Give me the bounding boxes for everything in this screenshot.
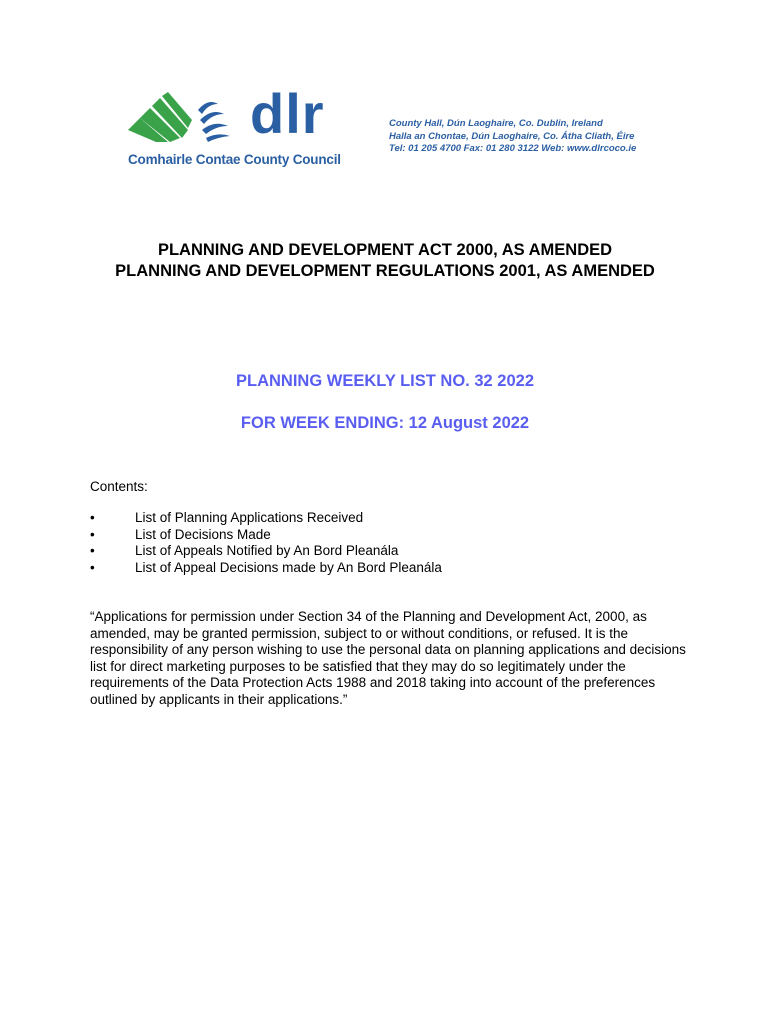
week-ending-title: FOR WEEK ENDING: 12 August 2022	[240, 414, 530, 432]
acts-heading	[0, 240, 770, 282]
list-item-label: List of Appeals Notified by An Bord Pleanála	[135, 543, 399, 558]
address-line: Halla an Chontae, Dún Laoghaire, Co. Átha Cliath, Éire	[389, 130, 635, 142]
list-item-label: List of Planning Applications Received	[135, 510, 364, 525]
list-item	[90, 527, 442, 544]
list-item-label: List of Decisions Made	[135, 526, 271, 542]
logo-caption: Comhairle Contae County Council	[128, 152, 341, 167]
list-item-label: List of Appeal Decisions made by An Bord Pleanála	[135, 559, 442, 575]
contact-line: Tel: 01 205 4700 Fax: 01 280 3122 Web: www.dlrcoco.ie	[389, 143, 637, 154]
wave-emblem-icon	[126, 92, 246, 152]
bullet: •	[90, 559, 95, 575]
council-logo	[126, 82, 341, 176]
council-address	[389, 118, 636, 156]
bullet: •	[90, 510, 95, 525]
contents-list	[90, 510, 442, 576]
data-protection-notice: “Applications for permission under Section 34 of the Planning and Development Act, 2000, as amended, may be granted permission, subject to or without conditions, or refused. It is the responsibility of any person wishing to use the personal data on planning applications and decisions list for direct marketing purposes to be satisfied that they may do so legitimately under the requirements of the Data Protection Acts 1988 and 2018 taking into account of the preferences outlined by applicants in their applications.”	[90, 609, 686, 707]
address-line: County Hall, Dún Laoghaire, Co. Dublin, Ireland	[389, 118, 603, 129]
list-item	[90, 560, 442, 577]
list-item	[90, 543, 442, 560]
weekly-list-title: PLANNING WEEKLY LIST NO. 32 2022	[236, 372, 534, 390]
act-title: PLANNING AND DEVELOPMENT ACT 2000, AS AMENDED	[157, 241, 613, 259]
list-item	[90, 510, 442, 527]
regulations-title: PLANNING AND DEVELOPMENT REGULATIONS 2001, AS AMENDED	[115, 262, 655, 280]
logo-wordmark: dlr	[250, 82, 325, 145]
bullet: •	[90, 526, 95, 542]
bullet: •	[90, 543, 95, 558]
contents-label: Contents:	[90, 479, 148, 494]
